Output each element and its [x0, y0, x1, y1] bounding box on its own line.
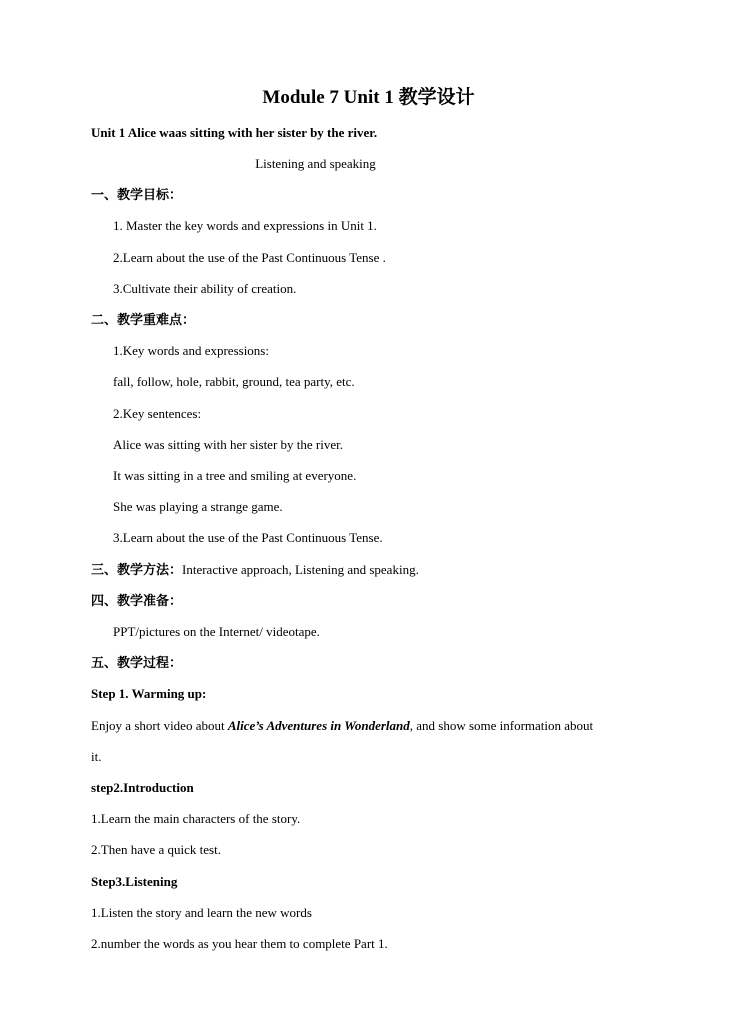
methods-text: Interactive approach, Listening and speaking.	[182, 562, 419, 577]
section-heading-objectives: 一、教学目标：	[91, 187, 183, 202]
key-sentence: She was playing a strange game.	[113, 499, 283, 514]
document-title: Module 7 Unit 1 教学设计	[262, 87, 475, 108]
objective-item: 3.Cultivate their ability of creation.	[113, 281, 297, 296]
key-sentence: Alice was sitting with her sister by the river.	[113, 437, 343, 452]
section-heading-key-points: 二、教学重难点：	[91, 312, 196, 327]
key-words-label: 1.Key words and expressions:	[113, 343, 269, 358]
section-heading-methods: 三、教学方法：	[91, 562, 183, 577]
step2-item: 1.Learn the main characters of the story.	[91, 811, 301, 826]
subtitle: Listening and speaking	[255, 156, 376, 171]
key-grammar: 3.Learn about the use of the Past Continuous Tense.	[113, 530, 383, 545]
section-heading-process: 五、教学过程：	[91, 655, 183, 670]
step1-text-cont: it.	[91, 749, 102, 764]
step3-item: 2.number the words as you hear them to complete Part 1.	[91, 936, 388, 951]
step2-heading: step2.Introduction	[91, 780, 194, 795]
objective-item: 1. Master the key words and expressions in Unit 1.	[113, 218, 377, 233]
preparation-text: PPT/pictures on the Internet/ videotape.	[113, 624, 320, 639]
step1-text	[91, 718, 593, 734]
objective-item: 2.Learn about the use of the Past Continuous Tense .	[113, 250, 386, 265]
step3-item: 1.Listen the story and learn the new words	[91, 905, 312, 920]
key-words-list: fall, follow, hole, rabbit, ground, tea party, etc.	[113, 374, 355, 389]
step1-heading: Step 1. Warming up:	[91, 686, 207, 701]
section-heading-preparation: 四、教学准备：	[91, 593, 183, 608]
key-sentences-label: 2.Key sentences:	[113, 406, 202, 421]
step1-text-before: Enjoy a short video about	[91, 718, 228, 733]
key-sentence: It was sitting in a tree and smiling at everyone.	[113, 468, 357, 483]
step2-item: 2.Then have a quick test.	[91, 842, 221, 857]
unit-heading: Unit 1 Alice waas sitting with her sister by the river.	[91, 125, 378, 140]
step3-heading: Step3.Listening	[91, 874, 178, 889]
step1-book-title: Alice’s Adventures in Wonderland	[227, 718, 410, 733]
step1-text-after: , and show some information about	[409, 718, 594, 733]
methods-line	[91, 562, 419, 578]
